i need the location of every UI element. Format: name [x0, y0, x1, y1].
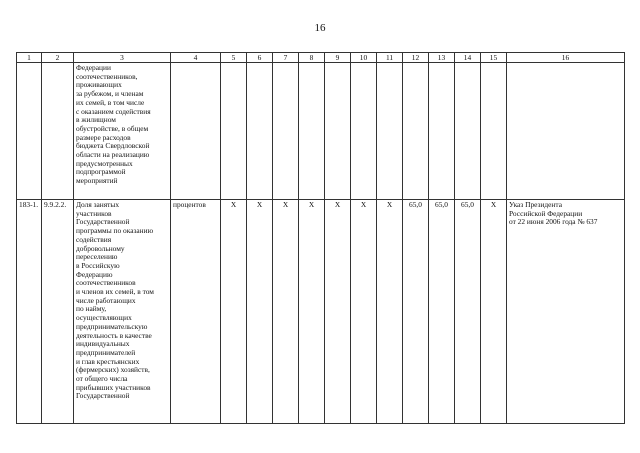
code-cell	[42, 63, 74, 200]
header-cell: 5	[221, 53, 247, 63]
header-cell: 15	[481, 53, 507, 63]
value-cell: Х	[221, 200, 247, 424]
value-cell	[273, 63, 299, 200]
header-cell: 9	[325, 53, 351, 63]
indicator-name-cell: Федерации соотечественников, проживающих за рубежом, и членам их семей, в том числе с оказанием содействия в жилищном обустройстве, в общем размере расходов бюджета Свердловской области на реализацию предусмотренных подпрограммой мероприятий	[74, 63, 171, 200]
header-cell: 12	[403, 53, 429, 63]
header-cell: 7	[273, 53, 299, 63]
value-cell	[429, 63, 455, 200]
value-cell: Х	[351, 200, 377, 424]
value-cell	[377, 63, 403, 200]
value-cell: Х	[325, 200, 351, 424]
row-number-cell	[17, 63, 42, 200]
indicator-name-cell: Доля занятых участников Государственной программы по оказанию содействия добровольному переселению в Российскую Федерацию соотечественников и членов их семей, в том числе работающих по найму, осуществляющих предпринимательскую деятельность в качестве индивидуальных предпринимателей и глав крестьянских (фермерских) хозяйств, от общего числа прибывших участников Государственной	[74, 200, 171, 424]
value-cell: Х	[299, 200, 325, 424]
table-header-row	[17, 53, 625, 63]
row-number-cell: 183-1.	[17, 200, 42, 424]
table-row	[17, 63, 625, 200]
value-cell: Х	[247, 200, 273, 424]
header-cell: 3	[74, 53, 171, 63]
value-cell	[403, 63, 429, 200]
value-cell	[247, 63, 273, 200]
header-cell: 14	[455, 53, 481, 63]
header-cell: 4	[171, 53, 221, 63]
header-cell: 6	[247, 53, 273, 63]
header-cell: 11	[377, 53, 403, 63]
header-cell: 2	[42, 53, 74, 63]
value-cell	[351, 63, 377, 200]
header-cell: 16	[507, 53, 625, 63]
source-cell	[507, 63, 625, 200]
value-cell	[325, 63, 351, 200]
header-cell: 1	[17, 53, 42, 63]
page-number: 16	[314, 22, 326, 34]
value-cell: Х	[481, 200, 507, 424]
value-cell: Х	[273, 200, 299, 424]
unit-cell: процентов	[171, 200, 221, 424]
indicators-table	[16, 52, 625, 424]
unit-cell	[171, 63, 221, 200]
value-cell: 65,0	[403, 200, 429, 424]
value-cell: Х	[377, 200, 403, 424]
table-row	[17, 200, 625, 424]
header-cell: 10	[351, 53, 377, 63]
value-cell	[299, 63, 325, 200]
code-cell: 9.9.2.2.	[42, 200, 74, 424]
source-cell: Указ Президента Российской Федерации от 22 июня 2006 года № 637	[507, 200, 625, 424]
value-cell	[221, 63, 247, 200]
value-cell: 65,0	[455, 200, 481, 424]
header-cell: 13	[429, 53, 455, 63]
value-cell	[455, 63, 481, 200]
value-cell: 65,0	[429, 200, 455, 424]
value-cell	[481, 63, 507, 200]
header-cell: 8	[299, 53, 325, 63]
